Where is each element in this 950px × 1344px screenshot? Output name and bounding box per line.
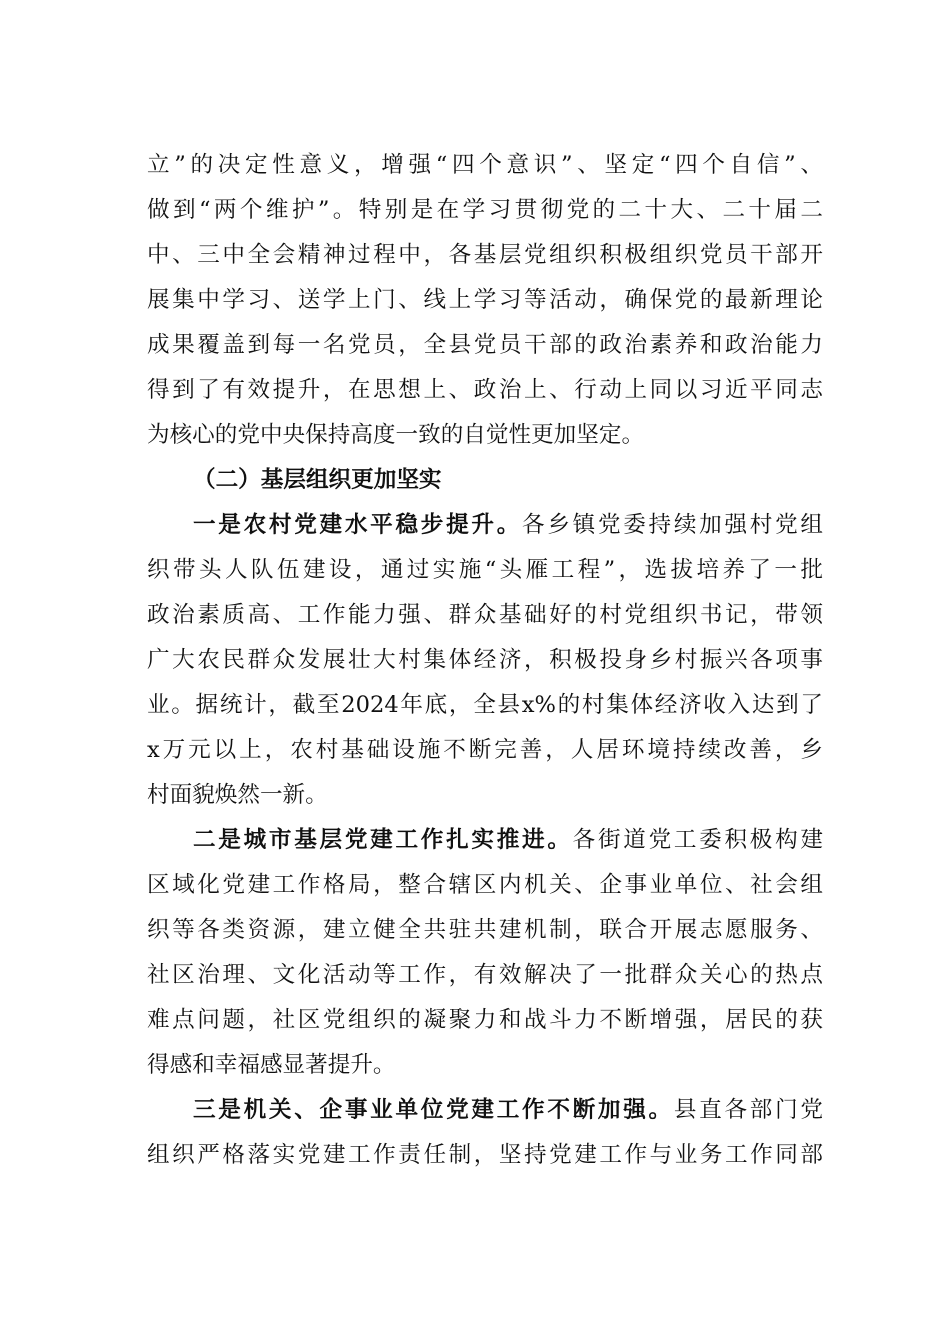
text-line: 得感和幸福感显著提升。 xyxy=(147,1052,396,1078)
text-line: 社区治理、文化活动等工作，有效解决了一批群众关心的热点 xyxy=(147,962,823,988)
paragraph-urban-party-building xyxy=(147,818,823,1088)
text-line-first xyxy=(147,1088,823,1133)
text-line: 织等各类资源，建立健全共驻共建机制，联合开展志愿服务、 xyxy=(147,917,823,943)
text-line: 组织严格落实党建工作责任制，坚持党建工作与业务工作同部 xyxy=(147,1142,823,1168)
section-heading: （二）基层组织更加坚实 xyxy=(193,467,442,493)
text-line: 立”的决定性意义，增强“四个意识”、坚定“四个自信”、 xyxy=(147,152,823,178)
text-line-first xyxy=(147,503,823,548)
text-line: 中、三中全会精神过程中，各基层党组织积极组织党员干部开 xyxy=(147,242,823,268)
text-fragment: 各乡镇党委持续加强村党组 xyxy=(522,512,824,538)
paragraph-lead: 一是农村党建水平稳步提升。 xyxy=(193,512,523,538)
text-fragment: 各街道党工委积极构建 xyxy=(572,827,824,853)
text-line: 做到“两个维护”。特别是在学习贯彻党的二十大、二十届二 xyxy=(147,197,823,223)
text-line: 村面貌焕然一新。 xyxy=(147,782,328,808)
paragraph-institution-party-building xyxy=(147,1088,823,1178)
section-heading-block xyxy=(147,458,823,503)
text-line: 区域化党建工作格局，整合辖区内机关、企事业单位、社会组 xyxy=(147,872,823,898)
text-line: 业。据统计，截至2024年底，全县x%的村集体经济收入达到了 xyxy=(147,692,823,718)
text-line: 成果覆盖到每一名党员，全县党员干部的政治素养和政治能力 xyxy=(147,332,823,358)
text-line: 得到了有效提升，在思想上、政治上、行动上同以习近平同志 xyxy=(147,377,823,403)
paragraph-lead: 三是机关、企事业单位党建工作不断加强。 xyxy=(193,1097,674,1123)
text-line: 展集中学习、送学上门、线上学习等活动，确保党的最新理论 xyxy=(147,287,823,313)
text-line: 织带头人队伍建设，通过实施“头雁工程”，选拔培养了一批 xyxy=(147,557,823,583)
text-line: 难点问题，社区党组织的凝聚力和战斗力不断增强，居民的获 xyxy=(147,1007,823,1033)
text-fragment: 县直各部门党 xyxy=(673,1097,824,1123)
text-line: 广大农民群众发展壮大村集体经济，积极投身乡村振兴各项事 xyxy=(147,647,823,673)
text-line-first xyxy=(147,818,823,863)
paragraph-lead: 二是城市基层党建工作扎实推进。 xyxy=(193,827,573,853)
text-line: 政治素质高、工作能力强、群众基础好的村党组织书记，带领 xyxy=(147,602,823,628)
paragraph-political-consciousness xyxy=(147,143,823,458)
text-line: 为核心的党中央保持高度一致的自觉性更加坚定。 xyxy=(147,422,645,448)
text-line: x万元以上，农村基础设施不断完善，人居环境持续改善，乡 xyxy=(147,737,823,763)
paragraph-rural-party-building xyxy=(147,503,823,818)
